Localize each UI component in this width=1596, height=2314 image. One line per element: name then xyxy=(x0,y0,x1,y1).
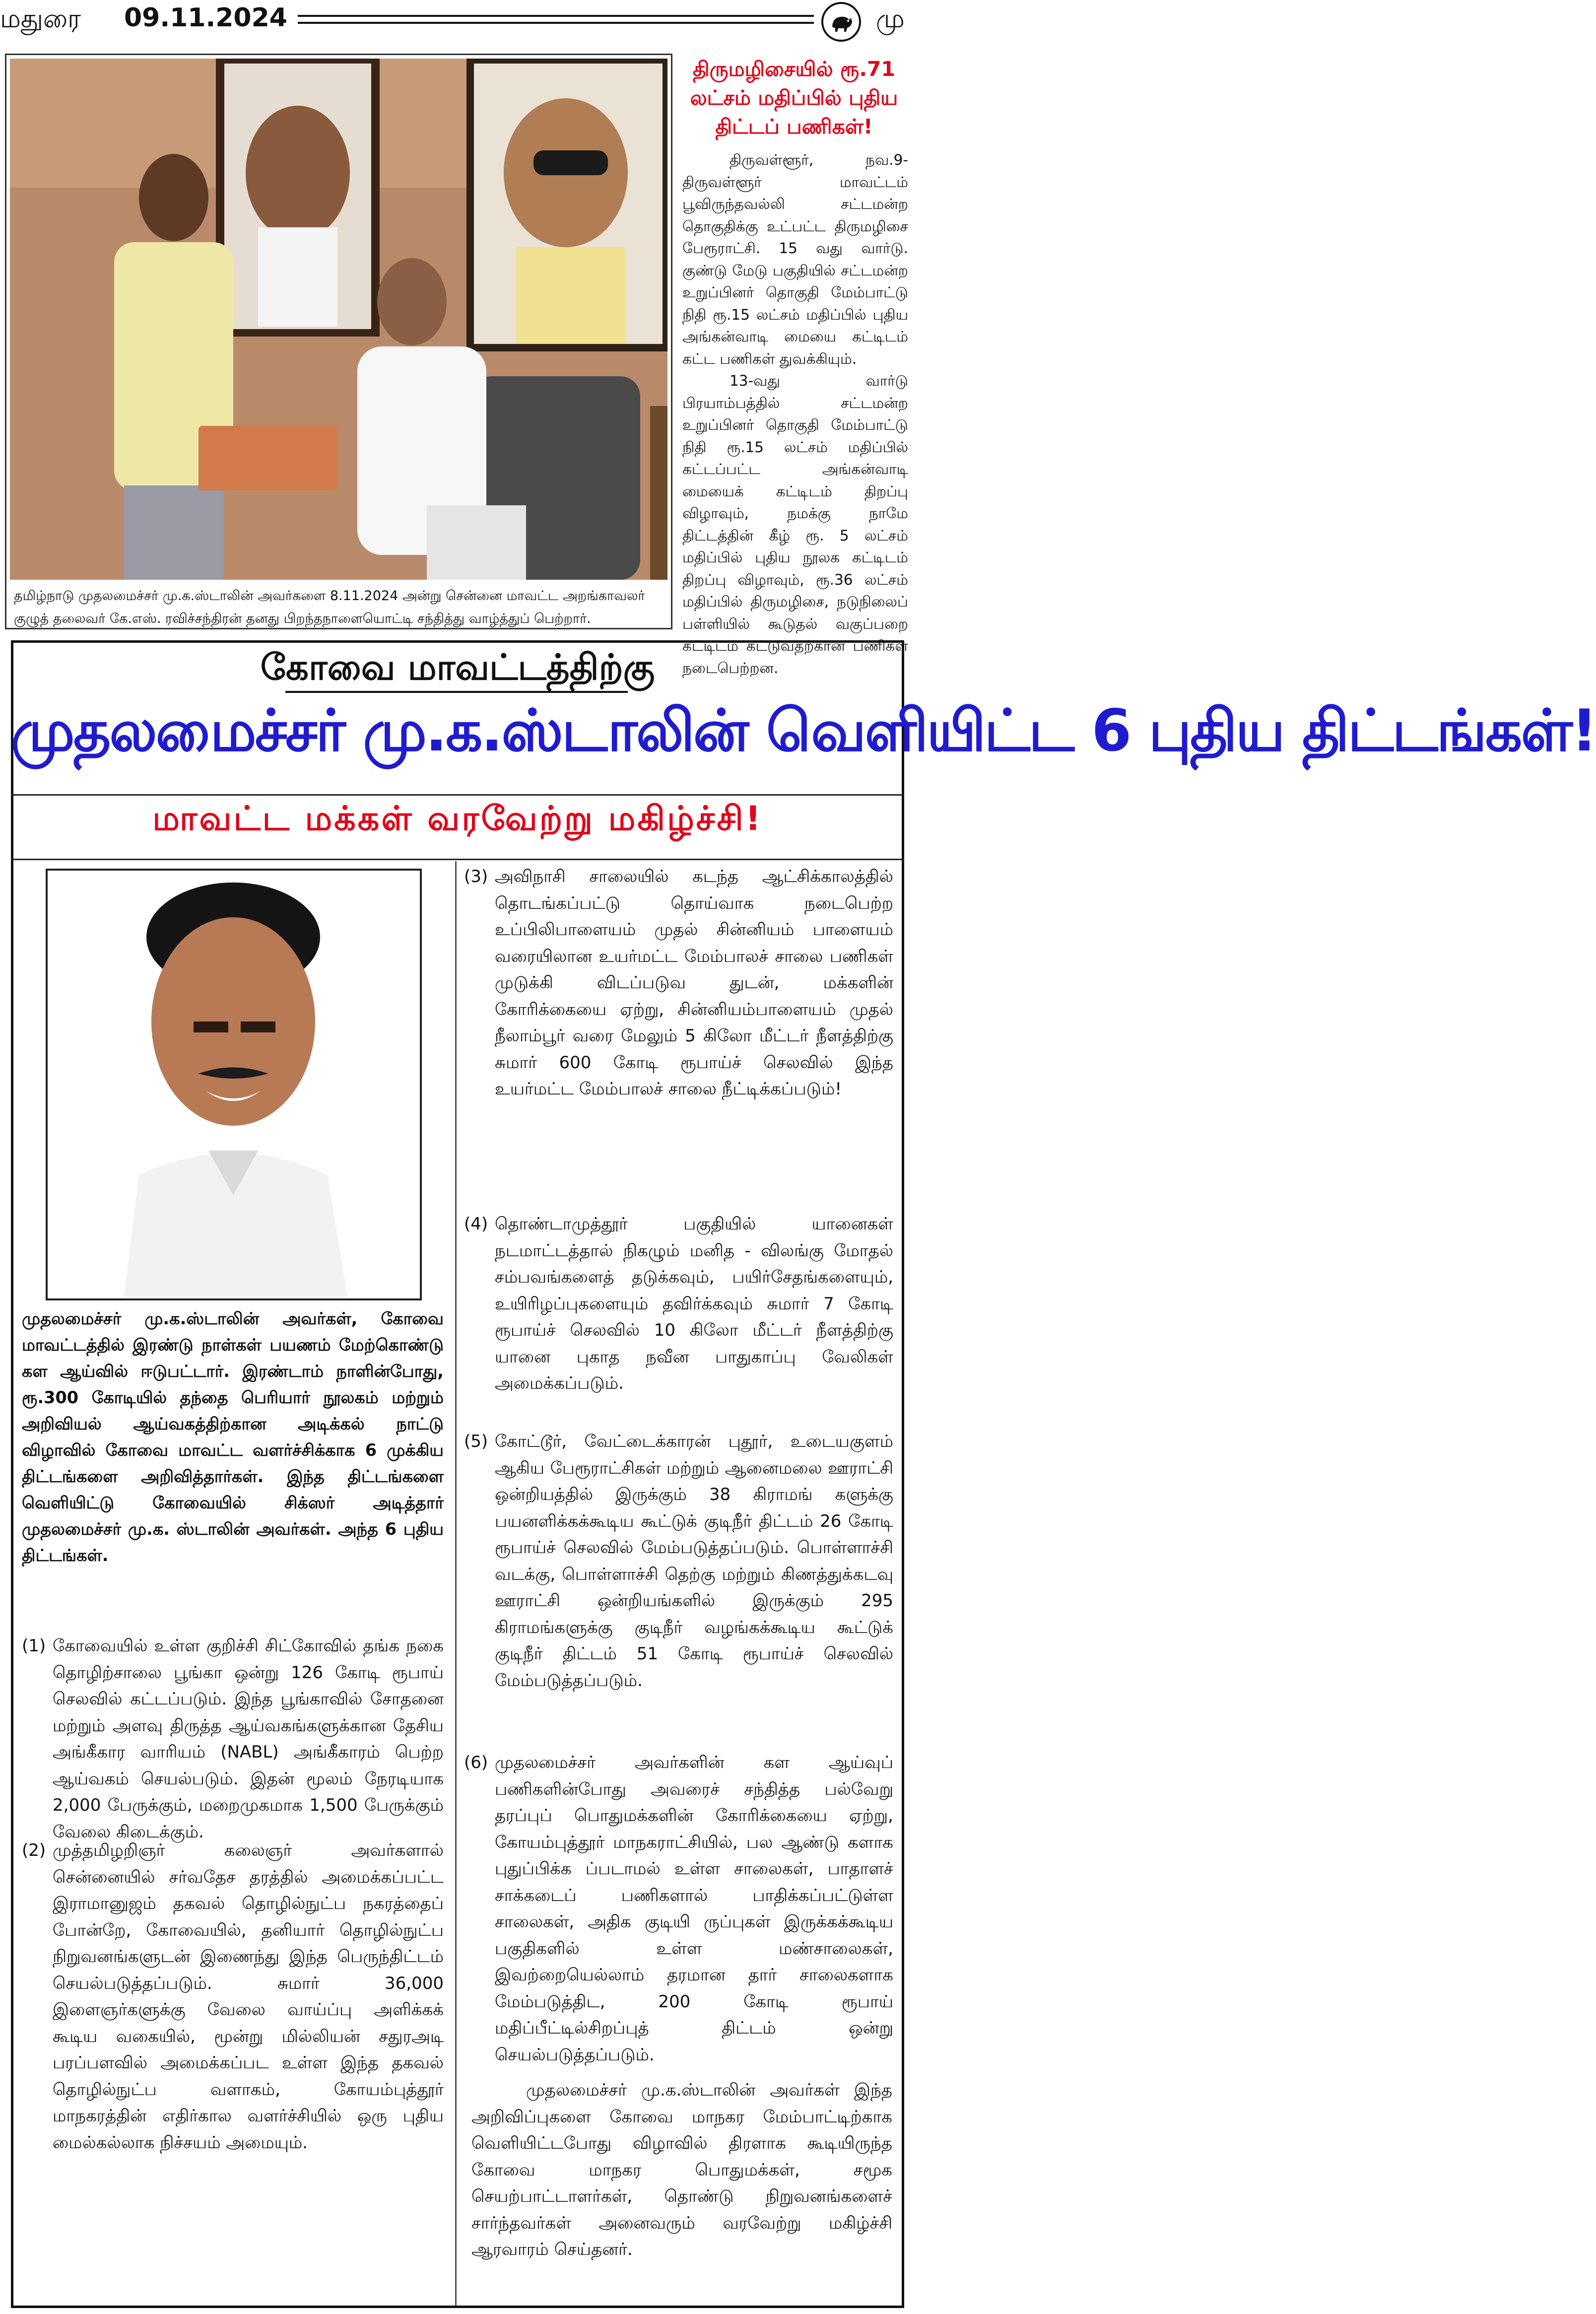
photo-caption: தமிழ்நாடு முதலமைச்சர் மு.க.ஸ்டாலின் அவர்களை 8.11.2024 அன்று சென்னை மாவட்ட அறங்காவலர் குழுத் தலைவர் கே.எஸ். ரவிச்சந்திரன் தனது பிறந்தநாளையொட்டி சந்தித்து வாழ்த்துப் பெற்றார். xyxy=(14,588,645,626)
masthead-rule xyxy=(298,22,814,24)
chief-minister-portrait xyxy=(50,873,418,1296)
scheme-number: (5) xyxy=(464,1431,488,1451)
scheme-number: (2) xyxy=(22,1840,46,1860)
scheme-text: கோட்டூர், வேட்டைக்காரன் புதூர், உடையகுளம் ஆகிய பேரூராட்சிகள் மற்றும் ஆனைமலை ஊராட்சி ஒன்றியத்தில் இருக்கும் 38 கிராமங் களுக்கு பயனளிக்கக்கூடிய கூட்டுக் குடிநீர் திட்டம் 26 கோடி ரூபாய்ச் செலவில் மேம்படுத்தப்படும். பொள்ளாச்சி வடக்கு, பொள்ளாச்சி தெற்கு மற்றும் கிணத்துக்கடவு ஊராட்சி ஒன்றியங்களில் இருக்கும் 295 கிராமங்களுக்கு குடிநீர் வழங்கக்கூடிய கூட்டுக் குடிநீர் திட்டம் 51 கோடி ரூபாய்ச் செலவில் மேம்படுத்தப்படும். xyxy=(495,1431,893,1691)
masthead-rule xyxy=(298,15,814,17)
scheme-text: முதலமைச்சர் அவர்களின் கள ஆய்வுப் பணிகளின்போது அவரைச் சந்தித்த பல்வேறு தரப்புப் பொதுமக்களின் கோரிக்கையை ஏற்று, கோயம்புத்தூர் மாநகராட்சியில், பல ஆண்டு களாக புதுப்பிக்க ப்படாமல் உள்ள சாலைகள், பாதாளச் சாக்கடைப் பணிகளால் பாதிக்கப்பட்டுள்ள சாலைகள், அதிக குடியி ருப்புகள் இருக்கக்கூடிய பகுதிகளில் உள்ள மண்சாலைகள், இவற்றையெல்லாம் தரமான தார் சாலைகளாக மேம்படுத்திட, 200 கோடி ரூபாய் மதிப்பீட்டில்சிறப்புத் திட்டம் ஒன்று செயல்படுத்தப்படும். xyxy=(495,1753,893,2065)
scheme-text: கோவையில் உள்ள குறிச்சி சிட்கோவில் தங்க நகை தொழிற்சாலை பூங்கா ஒன்று 126 கோடி ரூபாய் செலவில் கட்டப்படும். இந்த பூங்காவில் சோதனை மற்றும் அளவு திருத்த ஆய்வகங்களுக்கான தேசிய அங்கீகார வாரியம் (NABL) அங்கீகாரம் பெற்ற ஆய்வகம் செயல்படும். இதன் மூலம் நேரடியாக 2,000 பேருக்கும், மறைமுகமாக 1,500 பேருக்கும் வேலை கிடைக்கும். xyxy=(53,1636,444,1842)
scheme-item xyxy=(22,1838,444,2294)
headline-rule xyxy=(11,859,904,860)
scheme-text: அவிநாசி சாலையில் கடந்த ஆட்சிக்காலத்தில் தொடங்கப்பட்டு தொய்வாக நடைபெற்ற உப்பிலிபாளையம் முதல் சின்னியம் பாளையம் வரையிலான உயர்மட்ட மேம்பாலச் சாலை பணிகள் முடுக்கி விடப்படுவ துடன், மக்களின் கோரிக்கையை ஏற்று, சின்னியம்பாளையம் முதல் நீலாம்பூர் வரை மேலும் 5 கிலோ மீட்டர் நீளத்திற்கு சுமார் 600 கோடி ரூபாய்ச் செலவில் இந்த உயர்மட்ட மேம்பாலச் சாலை நீட்டிக்கப்படும்! xyxy=(495,867,893,1099)
scheme-item xyxy=(464,864,893,1181)
headline-rule xyxy=(11,794,904,796)
article-lead: முதலமைச்சர் மு.க.ஸ்டாலின் அவர்கள், கோவை மாவட்டத்தில் இரண்டு நாள்கள் பயணம் மேற்கொண்டு கள ஆய்வில் ஈடுபட்டார். இரண்டாம் நாளின்போது, ரூ.300 கோடியில் தந்தை பெரியார் நூலகம் மற்றும் அறிவியல் ஆய்வகத்திற்கான அடிக்கல் நாட்டு விழாவில் கோவை மாவட்ட வளர்ச்சிக்காக 6 முக்கிய திட்டங்களை அறிவித்தார்கள். இந்த திட்டங்களை வெளியிட்டு கோவையில் சிக்ஸர் அடித்தார் முதலமைச்சர் மு.க. ஸ்டாலின் அவர்கள். அந்த 6 புதிய திட்டங்கள். xyxy=(22,1309,444,1565)
side-article-body xyxy=(682,149,908,679)
masthead-city: மதுரை xyxy=(0,4,81,34)
main-headline: முதலமைச்சர் மு.க.ஸ்டாலின் வெளியிட்ட 6 புதிய திட்டங்கள்! xyxy=(11,697,1596,764)
newspaper-name: மு xyxy=(876,4,905,34)
article-subhead: மாவட்ட மக்கள் வரவேற்று மகிழ்ச்சி! xyxy=(152,799,763,838)
scheme-number: (3) xyxy=(464,867,488,886)
scheme-item xyxy=(464,1750,893,2067)
scheme-number: (1) xyxy=(22,1636,46,1656)
scheme-text: முத்தமிழறிஞர் கலைஞர் அவர்களால் சென்னையில் சர்வதேச தரத்தில் அமைக்கப்பட்ட இராமானுஜம் தகவல் தொழில்நுட்ப நகரத்தைப் போன்றே, கோவையில், தனியார் தொழில்நுட்ப நிறுவனங்களுடன் இணைந்து இந்த பெருந்திட்டம் செயல்படுத்தப்படும். சுமார் 36,000 இளைஞர்களுக்கு வேலை வாய்ப்பு அளிக்கக் கூடிய வகையில், மூன்று மில்லியன் சதுரஅடி பரப்பளவில் அமைக்கப்பட உள்ள இந்த தகவல் தொழில்நுட்ப வளாகம், கோயம்புத்தூர் மாநகரத்தின் எதிர்கால வளர்ச்சியில் ஒரு புதிய மைல்கல்லாக நிச்சயம் அமையும். xyxy=(53,1840,444,2153)
newspaper-logo-icon xyxy=(821,2,861,42)
scheme-number: (6) xyxy=(464,1753,488,1772)
column-rule xyxy=(455,861,457,2306)
article-kicker: கோவை மாவட்டத்திற்கு xyxy=(260,646,655,688)
side-article-headline: திருமழிசையில் ரூ.71 லட்சம் மதிப்பில் புதிய திட்டப் பணிகள்! xyxy=(690,57,898,138)
article-closing: முதலமைச்சர் மு.க.ஸ்டாலின் அவர்கள் இந்த அறிவிப்புகளை கோவை மாநகர மேம்பாட்டிற்காக வெளியிட்டபோது விழாவில் திரளாக கூடியிருந்த கோவை மாநகர பொதுமக்கள், சமூக செயற்பாட்டாளர்கள், தொண்டு நிறுவனங்களைச் சார்ந்தவர்கள் அனைவரும் வரவேற்று மகிழ்ச்சி ஆரவாரம் செய்தனர். xyxy=(471,2080,892,2259)
side-article-paragraph: திருவள்ளூர், நவ.9- திருவள்ளூர் மாவட்டம் பூவிருந்தவல்லி சட்டமன்ற தொகுதிக்கு உட்பட்ட திருமழிசை பேரூராட்சி. 15 வது வார்டு. குண்டு மேடு பகுதியில் சட்டமன்ற உறுப்பினர் தொகுதி மேம்பாட்டு நிதி ரூ.15 லட்சம் மதிப்பில் புதிய அங்கன்வாடி மையை கட்டிடம் கட்ட பணிகள் துவக்கியும். xyxy=(682,151,908,367)
meeting-photo xyxy=(10,59,667,580)
scheme-text: தொண்டாமுத்தூர் பகுதியில் யானைகள் நடமாட்டத்தால் நிகழும் மனித - விலங்கு மோதல் சம்பவங்களைத் தடுக்கவும், பயிர்சேதங்களையும், உயிரிழப்புகளையும் தவிர்க்கவும் சுமார் 7 கோடி ரூபாய்ச் செலவில் 10 கிலோ மீட்டர் நீளத்திற்கு யானை புகாத நவீன பாதுகாப்பு வேலிகள் அமைக்கப்படும். xyxy=(495,1214,893,1393)
scheme-number: (4) xyxy=(464,1214,488,1234)
masthead-date: 09.11.2024 xyxy=(124,3,287,33)
scheme-item xyxy=(22,1633,444,1842)
scheme-item xyxy=(464,1429,893,1726)
side-article-paragraph: 13-வது வார்டு பிரயாம்பத்தில் சட்டமன்ற உறுப்பினர் தொகுதி மேம்பாட்டு நிதி ரூ.15 லட்சம் மதிப்பில் கட்டப்பட்ட அங்கன்வாடி மையைக் கட்டிடம் திறப்பு விழாவும், நமக்கு நாமே திட்டத்தின் கீழ் ரூ. 5 லட்சம் மதிப்பில் புதிய நூலக கட்டிடம் திறப்பு விழாவும், ரூ.36 லட்சம் மதிப்பில் திருமழிசை, நடுநிலைப் பள்ளியில் கூடுதல் வகுப்பறை கட்டிடம் கட்டுவதற்கான பணிகள் நடைபெற்றன. xyxy=(682,372,908,677)
scheme-item xyxy=(464,1211,893,1400)
kicker-underline xyxy=(285,691,628,693)
